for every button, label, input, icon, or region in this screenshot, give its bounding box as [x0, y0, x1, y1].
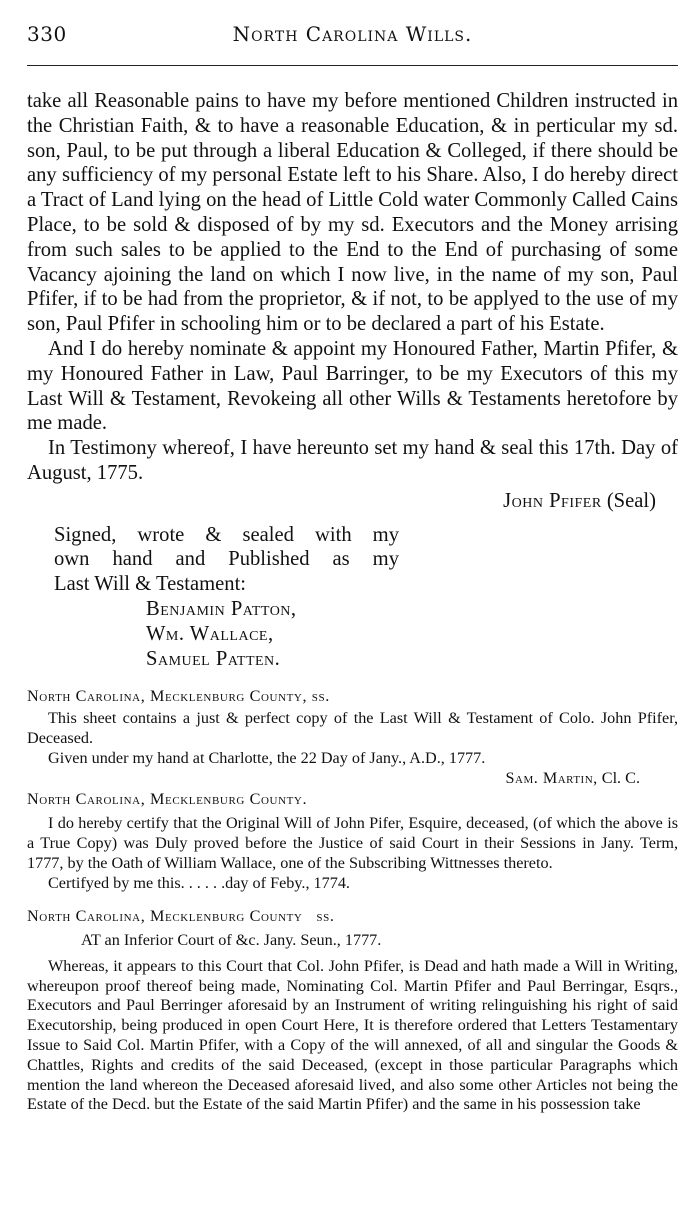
page-number: 330 — [27, 22, 67, 46]
witness-attestation — [54, 523, 399, 597]
will-paragraph: And I do hereby nominate & appoint my Honoured Father, Martin Pfifer, & my Honoured Father in Law, Paul Barringer, to be my Executors of this my Last Will & Testament, Revokeing all other Wills & Testaments heretofore by me made. — [27, 337, 678, 435]
witness-name: Wm. Wallace, — [146, 622, 274, 645]
header-rule — [27, 65, 678, 66]
attestation-line: Last Will & Testament: — [54, 573, 247, 596]
certificate-text: This sheet contains a just & perfect copy of the Last Will & Testament of Colo. John Pfifer, Deceased. — [27, 709, 678, 747]
seal-mark: (Seal) — [606, 489, 656, 512]
page-header — [27, 18, 678, 48]
certificate-certified: Certifyed by me this. . . . . .day of Feby., 1774. — [48, 873, 350, 892]
page-body — [27, 89, 678, 1115]
will-text — [27, 89, 678, 486]
court-session-line: AT an Inferior Court of &c. Jany. Seun., 1777. — [81, 931, 382, 950]
witness-name: Samuel Patten. — [146, 647, 281, 670]
clerk-title: Cl. C. — [601, 768, 640, 787]
certificate-heading: North Carolina, Mecklenburg County. — [27, 790, 308, 809]
running-title: North Carolina Wills. — [232, 22, 473, 46]
attestation-line: Signed, wrote & sealed with my — [54, 523, 399, 546]
testator-signature — [27, 489, 656, 514]
witness-name: Benjamin Patton, — [146, 597, 297, 620]
clerk-signature — [27, 769, 640, 789]
certificate-given: Given under my hand at Charlotte, the 22 Day of Jany., A.D., 1777. — [48, 748, 486, 767]
court-order — [27, 907, 678, 1115]
will-paragraph: take all Reasonable pains to have my before mentioned Children instructed in the Christian Faith, & to have a reasonable Education, & in perticular my sd. son, Paul, to be put through a liberal Education & Colleged, if there should be any sufficiency of my personal Estate left to his Share. Also, I do hereby direct a Tract of Land lying on the head of Little Cold water Commonly Called Cains Place, to be sold & disposed of by my sd. Executors and the Money arrising from such sales to be applied to the End to the End of purchasing of some Vacancy ajoining the land on which I now live, in the name of my son, Paul Pfifer, if to be had from the proprietor, & if not, to be applyed to the use of my son, Paul Pfifer in schooling him or to be declared a part of his Estate. — [27, 90, 678, 336]
witness-list — [146, 597, 678, 671]
clerk-certificate — [27, 687, 678, 788]
certificate-text: I do hereby certify that the Original Will of John Pifer, Esquire, deceased, (of which the above is a True Copy) was Duly proved before the Justice of said Court in their Sessions in Jany. Term, 1777, by the Oath of William Wallace, one of the Subscribing Wittnesses thereto. — [27, 814, 678, 872]
certificate-heading: North Carolina, Mecklenburg County, ss. — [27, 687, 330, 706]
court-heading: North Carolina, Mecklenburg County ss. — [27, 907, 335, 926]
clerk-name: Sam. Martin, — [505, 768, 598, 787]
attestation-line: own hand and Published as my — [54, 548, 399, 571]
probate-certificate — [27, 790, 678, 893]
testator-name: John Pfifer — [503, 489, 602, 512]
will-paragraph: In Testimony whereof, I have hereunto set my hand & seal this 17th. Day of August, 1775. — [27, 437, 678, 484]
court-order-text: Whereas, it appears to this Court that Col. John Pfifer, is Dead and hath made a Will in Writing, whereupon proof thereof being made, Nominating Col. Martin Pfifer and Paul Berringar, Esqrs., Executors and Paul Berringer aforesaid by an Instrument of writing relinguishing his right of said Executorship, being produced in open Court Here, It is therefore ordered that Letters Testamentary Issue to Said Col. Martin Pfifer, with a Copy of the will annexed, of all and singular the Goods & Chattles, Rights and credits of the said Deceased, (except in those particular Paragraphs which mention the land whereon the Deceased aforesaid lived, and also some other Articles not being the Estate of the Decd. but the Estate of the said Martin Pfifer) and the same in his possession take — [27, 956, 678, 1114]
